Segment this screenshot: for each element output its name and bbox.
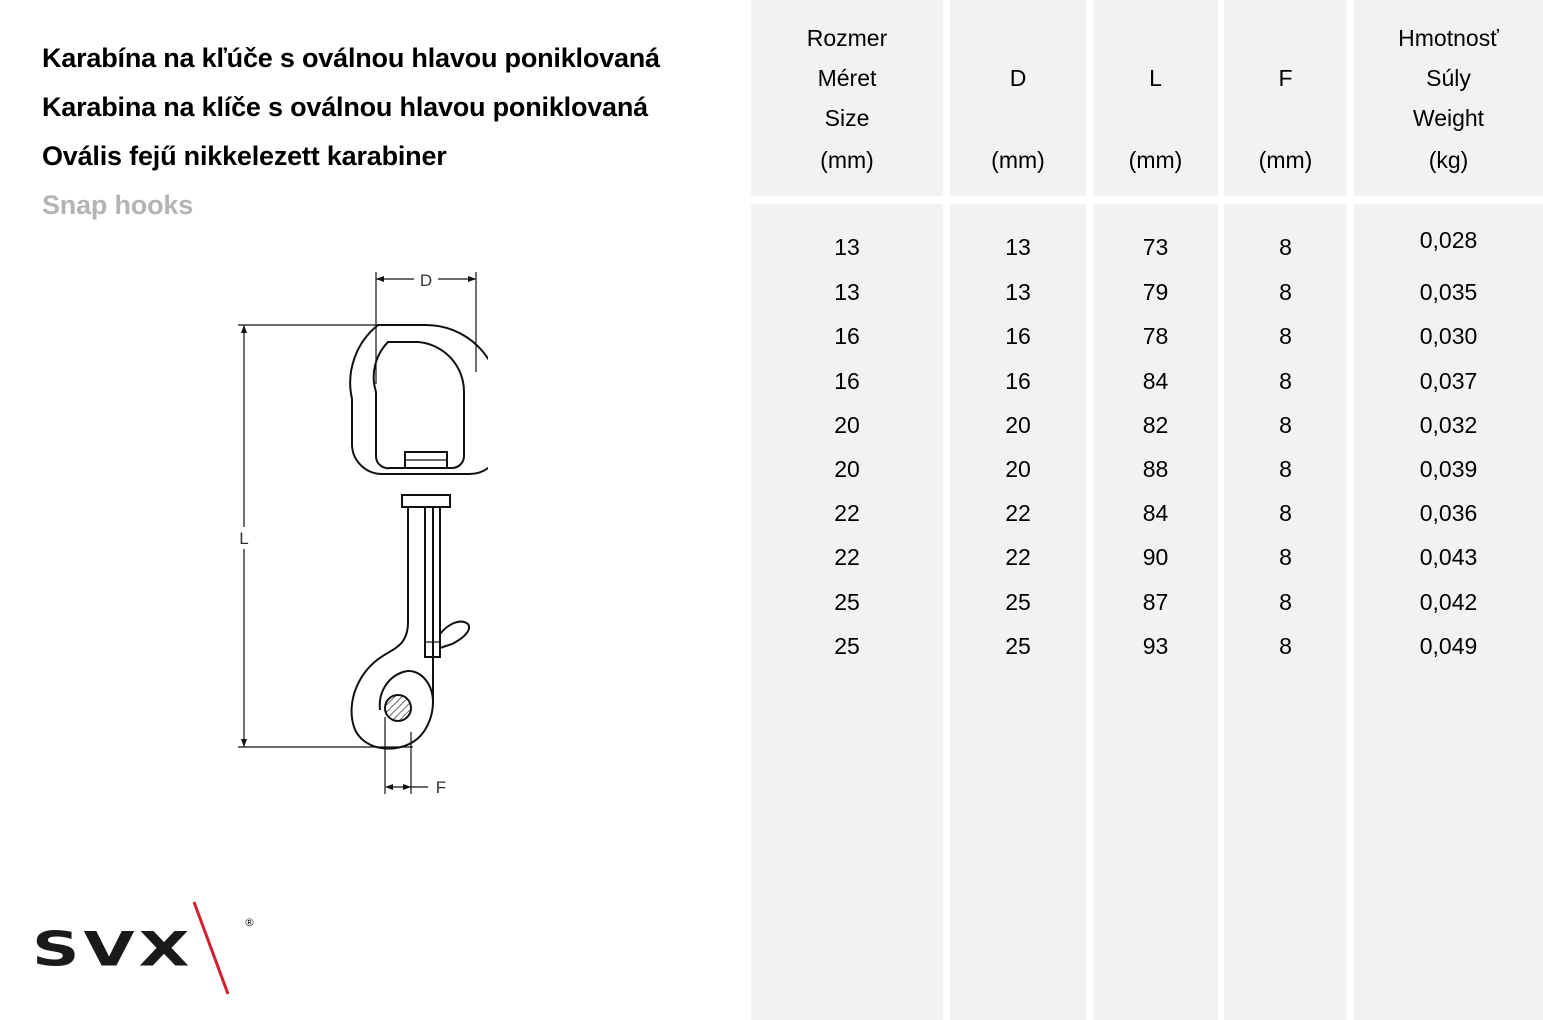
column-header-line: Méret [817, 65, 877, 91]
column-header-line: (mm) [991, 147, 1045, 173]
column-header-line: Weight [1412, 105, 1485, 131]
svx-logo-text: SVX [32, 921, 194, 978]
table-cell-weight: 0,032 [1419, 412, 1478, 438]
table-cell-f: 8 [1279, 544, 1292, 570]
table-cell-size: 25 [834, 589, 860, 615]
column-header-line: (mm) [820, 147, 874, 173]
table-cell-f: 8 [1279, 234, 1292, 260]
title-cz: Karabina na klíče s oválnou hlavou poniklovaná [42, 92, 648, 122]
table-cell-d: 22 [1005, 544, 1031, 570]
table-cell-f: 8 [1279, 500, 1292, 526]
svx-logo [30, 898, 260, 1003]
table-cell-size: 13 [834, 279, 860, 305]
table-cell-d: 20 [1005, 456, 1031, 482]
table-cell-size: 13 [834, 234, 860, 260]
table-cell-l: 90 [1142, 544, 1169, 570]
table-cell-f: 8 [1279, 279, 1292, 305]
table-cell-weight: 0,030 [1419, 323, 1478, 349]
column-header-line: L [1149, 65, 1162, 91]
registered-mark: ® [244, 916, 255, 929]
table-cell-d: 16 [1005, 323, 1031, 349]
table-cell-size: 25 [834, 633, 860, 659]
table-cell-d: 13 [1005, 279, 1031, 305]
column-header-line: Size [824, 105, 870, 131]
table-cell-size: 20 [834, 456, 860, 482]
column-header-line: (mm) [1128, 147, 1183, 173]
dimension-f-label: F [435, 778, 447, 797]
column-header-line: (mm) [1258, 147, 1313, 173]
cross-section [385, 695, 411, 721]
table-cell-f: 8 [1279, 456, 1292, 482]
table-cell-f: 8 [1279, 368, 1292, 394]
dimension-l-label: L [239, 529, 249, 548]
column-header-line: Hmotnosť [1398, 25, 1499, 51]
table-cell-l: 84 [1142, 500, 1169, 526]
dimension-d [376, 271, 476, 384]
table-cell-l: 82 [1142, 412, 1169, 438]
svx-logo-slash [194, 902, 228, 994]
table-cell-f: 8 [1279, 412, 1292, 438]
table-cell-l: 84 [1142, 368, 1169, 394]
column-header-line: Súly [1426, 65, 1471, 91]
column-header-line: D [1009, 65, 1027, 91]
table-cell-f: 8 [1279, 589, 1292, 615]
product-titles [42, 34, 660, 230]
snap-hook-drawing [228, 262, 488, 802]
table-cell-weight: 0,035 [1419, 279, 1478, 305]
table-column-l [1093, 0, 1218, 1020]
table-cell-d: 25 [1005, 589, 1031, 615]
table-cell-l: 93 [1142, 633, 1169, 659]
table-cell-d: 25 [1005, 633, 1031, 659]
table-column-f [1224, 0, 1347, 1020]
table-cell-l: 79 [1142, 279, 1169, 305]
dimension-f [385, 717, 446, 797]
column-header-weight [1354, 0, 1543, 204]
column-header-size [751, 0, 943, 204]
table-cell-f: 8 [1279, 323, 1292, 349]
gate-lever [440, 622, 469, 648]
table-cell-l: 73 [1142, 234, 1169, 260]
title-hu: Ovális fejű nikkelezett karabiner [42, 141, 447, 171]
table-cell-l: 78 [1142, 323, 1169, 349]
title-sk: Karabína na kľúče s oválnou hlavou poniklovaná [42, 43, 660, 73]
table-cell-size: 22 [834, 544, 860, 570]
table-cell-weight: 0,039 [1419, 456, 1478, 482]
table-cell-f: 8 [1279, 633, 1292, 659]
table-cell-d: 16 [1005, 368, 1031, 394]
table-column-size [751, 0, 943, 1020]
table-cell-weight: 0,043 [1419, 544, 1478, 570]
table-cell-size: 16 [834, 323, 860, 349]
column-header-d [950, 0, 1086, 204]
table-column-weight [1354, 0, 1543, 1020]
table-cell-d: 20 [1005, 412, 1031, 438]
table-column-d [950, 0, 1086, 1020]
table-cell-size: 16 [834, 368, 860, 394]
column-header-line: Rozmer [806, 25, 888, 51]
column-header-line: (kg) [1428, 147, 1469, 173]
table-cell-d: 22 [1005, 500, 1031, 526]
table-cell-d: 13 [1005, 234, 1031, 260]
swivel-collar [402, 495, 450, 507]
table-cell-weight: 0,042 [1419, 589, 1478, 615]
table-cell-weight: 0,049 [1419, 633, 1478, 659]
title-en: Snap hooks [42, 190, 194, 220]
table-cell-weight: 0,037 [1419, 368, 1478, 394]
dimension-d-label: D [419, 271, 433, 290]
table-cell-l: 88 [1142, 456, 1169, 482]
table-cell-weight: 0,036 [1419, 500, 1478, 526]
column-header-f [1224, 0, 1347, 204]
table-cell-weight: 0,028 [1419, 227, 1478, 253]
column-header-l [1093, 0, 1218, 204]
ring-inner [374, 342, 464, 468]
table-cell-size: 20 [834, 412, 860, 438]
column-header-line: F [1278, 65, 1293, 91]
table-cell-l: 87 [1142, 589, 1169, 615]
table-cell-size: 22 [834, 500, 860, 526]
